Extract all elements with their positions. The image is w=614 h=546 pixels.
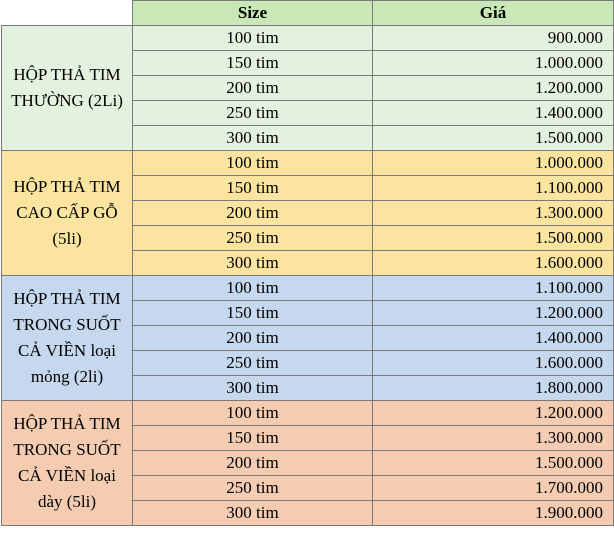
size-cell: 200 tim	[133, 201, 373, 226]
size-cell: 250 tim	[133, 101, 373, 126]
price-cell: 1.500.000	[373, 226, 614, 251]
size-cell: 100 tim	[133, 26, 373, 51]
size-cell: 150 tim	[133, 51, 373, 76]
price-cell: 1.700.000	[373, 476, 614, 501]
size-cell: 300 tim	[133, 501, 373, 526]
size-cell: 150 tim	[133, 301, 373, 326]
size-cell: 200 tim	[133, 451, 373, 476]
price-cell: 1.500.000	[373, 451, 614, 476]
price-table	[1, 0, 614, 526]
size-cell: 200 tim	[133, 326, 373, 351]
header-size: Size	[133, 1, 373, 26]
price-cell: 1.400.000	[373, 326, 614, 351]
price-cell: 1.000.000	[373, 51, 614, 76]
price-cell: 1.200.000	[373, 301, 614, 326]
price-cell: 1.100.000	[373, 176, 614, 201]
table-row	[2, 401, 614, 426]
size-cell: 300 tim	[133, 376, 373, 401]
price-cell: 1.500.000	[373, 126, 614, 151]
table-row	[2, 26, 614, 51]
size-cell: 150 tim	[133, 426, 373, 451]
group-name: HỘP THẢ TIM THƯỜNG (2Li)	[2, 26, 133, 151]
header-blank-cell	[2, 1, 133, 26]
price-cell: 1.200.000	[373, 401, 614, 426]
size-cell: 250 tim	[133, 351, 373, 376]
price-cell: 1.100.000	[373, 276, 614, 301]
price-cell: 1.400.000	[373, 101, 614, 126]
header-row	[2, 1, 614, 26]
group-name: HỘP THẢ TIM TRONG SUỐT CẢ VIỀN loại dày (5li)	[2, 401, 133, 526]
table-row	[2, 151, 614, 176]
size-cell: 300 tim	[133, 126, 373, 151]
price-cell: 1.800.000	[373, 376, 614, 401]
header-price: Giá	[373, 1, 614, 26]
price-cell: 1.900.000	[373, 501, 614, 526]
size-cell: 100 tim	[133, 276, 373, 301]
size-cell: 300 tim	[133, 251, 373, 276]
size-cell: 250 tim	[133, 476, 373, 501]
size-cell: 250 tim	[133, 226, 373, 251]
size-cell: 150 tim	[133, 176, 373, 201]
group-name: HỘP THẢ TIM CAO CẤP GỖ (5li)	[2, 151, 133, 276]
price-cell: 1.300.000	[373, 201, 614, 226]
size-cell: 100 tim	[133, 151, 373, 176]
price-cell: 1.600.000	[373, 251, 614, 276]
price-cell: 1.300.000	[373, 426, 614, 451]
price-cell: 900.000	[373, 26, 614, 51]
price-cell: 1.200.000	[373, 76, 614, 101]
size-cell: 200 tim	[133, 76, 373, 101]
price-cell: 1.000.000	[373, 151, 614, 176]
size-cell: 100 tim	[133, 401, 373, 426]
group-name: HỘP THẢ TIM TRONG SUỐT CẢ VIỀN loại mỏng (2li)	[2, 276, 133, 401]
table-row	[2, 276, 614, 301]
price-cell: 1.600.000	[373, 351, 614, 376]
